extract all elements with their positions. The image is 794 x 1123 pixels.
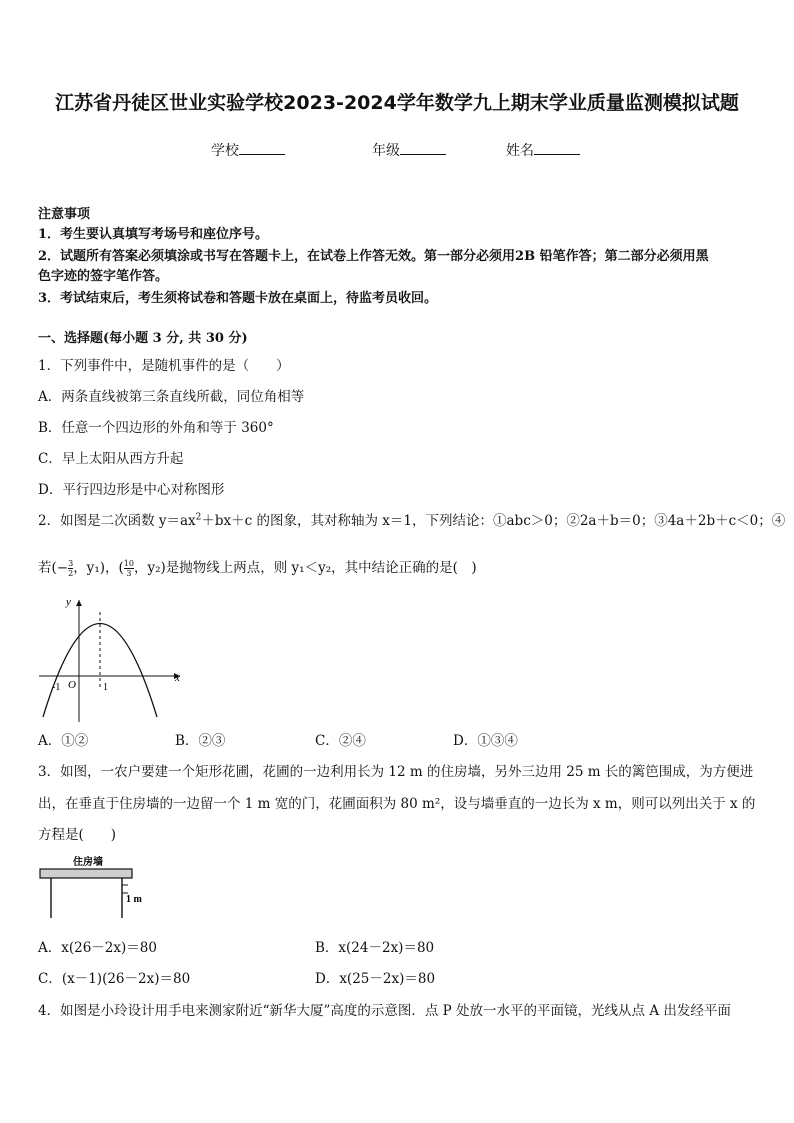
name-field	[506, 140, 580, 160]
q3-line3: 方程是( )	[38, 827, 117, 843]
page-title: 江苏省丹徒区世业实验学校2023-2024学年数学九上期末学业质量监测模拟试题	[55, 92, 739, 114]
notice-item: 色字迹的签字笔作答。	[38, 269, 169, 284]
q3-option-b: B．x(24－2x)＝80	[315, 940, 435, 956]
q2-stem-text: ＋bx＋c 的图象，其对称轴为 x＝1，下列结论：①abc＞0；②2a＋b＝0；③4a＋2b＋c＜0；④	[201, 513, 786, 529]
q2-stem	[38, 509, 785, 529]
tick-neg1: -1	[52, 682, 61, 693]
q1-option-c: C．早上太阳从西方升起	[38, 451, 184, 467]
section-heading: 一、选择题(每小题 3 分, 共 30 分)	[38, 331, 248, 346]
name-blank[interactable]	[534, 142, 580, 155]
grade-label: 年级	[372, 143, 400, 159]
q2-stem-text: 2．如图是二次函数 y＝ax	[38, 513, 196, 529]
origin-label: O	[68, 679, 76, 691]
wall	[40, 869, 132, 878]
q3-line1: 3．如图，一农户要建一个矩形花圃，花圃的一边利用长为 12 m 的住房墙，另外三边用 25 m 长的篱笆围成，为方便进	[38, 764, 754, 780]
parabola-graph	[34, 592, 194, 726]
q3-option-d: D．x(25－2x)＝80	[315, 971, 436, 987]
q2-line2-text: ，y₂)是抛物线上两点，则 y₁＜y₂，其中结论正确的是( )	[133, 560, 477, 576]
notice-item: 2．试题所有答案必须填涂或书写在答题卡上，在试卷上作答无效。第一部分必须用2B 铅笔作答；第二部分必须用黑	[38, 249, 709, 264]
q1-option-a: A．两条直线被第三条直线所截，同位角相等	[38, 389, 305, 405]
q2-line2-text: ，y₁)，(	[73, 560, 124, 576]
y-axis-arrow	[76, 600, 82, 606]
fraction	[124, 559, 134, 578]
notice-heading: 注意事项	[38, 207, 91, 222]
fraction-denominator: 3	[126, 569, 132, 578]
school-field	[211, 140, 285, 160]
school-label: 学校	[211, 143, 239, 159]
q2-option-c: C．②④	[315, 733, 366, 749]
x-label: x	[175, 672, 180, 684]
q1-option-d: D．平行四边形是中心对称图形	[38, 482, 225, 498]
grade-field	[372, 140, 446, 160]
q2-option-b: B．②③	[175, 733, 226, 749]
q1-option-b: B．任意一个四边形的外角和等于 360°	[38, 420, 274, 436]
door-label: 1 m	[126, 894, 142, 905]
q1-stem: 1．下列事件中，是随机事件的是（ ）	[38, 358, 290, 374]
grade-blank[interactable]	[400, 142, 446, 155]
q2-stem-superscript: 2	[195, 512, 202, 523]
y-label: y	[66, 596, 71, 608]
name-label: 姓名	[506, 143, 534, 159]
q3-option-c: C．(x－1)(26－2x)＝80	[38, 971, 191, 987]
q2-line2	[38, 556, 477, 578]
notice-item: 1．考生要认真填写考场号和座位序号。	[38, 227, 269, 242]
fraction-numerator: 10	[123, 559, 134, 568]
fraction-denominator: 2	[68, 569, 74, 578]
q3-line2: 出，在垂直于住房墙的一边留一个 1 m 宽的门，花圃面积为 80 m²，设与墙垂直的一边长为 x m，则可以列出关于 x 的	[38, 796, 756, 812]
wall-label: 住房墙	[73, 857, 103, 868]
fraction-numerator: 3	[68, 559, 74, 568]
school-blank[interactable]	[239, 142, 285, 155]
q4-line1: 4．如图是小玲设计用手电来测家附近“新华大厦”高度的示意图．点 P 处放一水平的平面镜，光线从点 A 出发经平面	[38, 1003, 731, 1019]
notice-item: 3．考试结束后，考生须将试卷和答题卡放在桌面上，待监考员收回。	[38, 291, 438, 306]
tick-1: 1	[103, 682, 108, 693]
q2-option-d: D．①③④	[453, 733, 518, 749]
q3-option-a: A．x(26－2x)＝80	[38, 940, 157, 956]
garden-figure	[36, 852, 166, 922]
q2-option-a: A．①②	[38, 733, 89, 749]
q2-line2-text: 若(−	[38, 560, 69, 576]
